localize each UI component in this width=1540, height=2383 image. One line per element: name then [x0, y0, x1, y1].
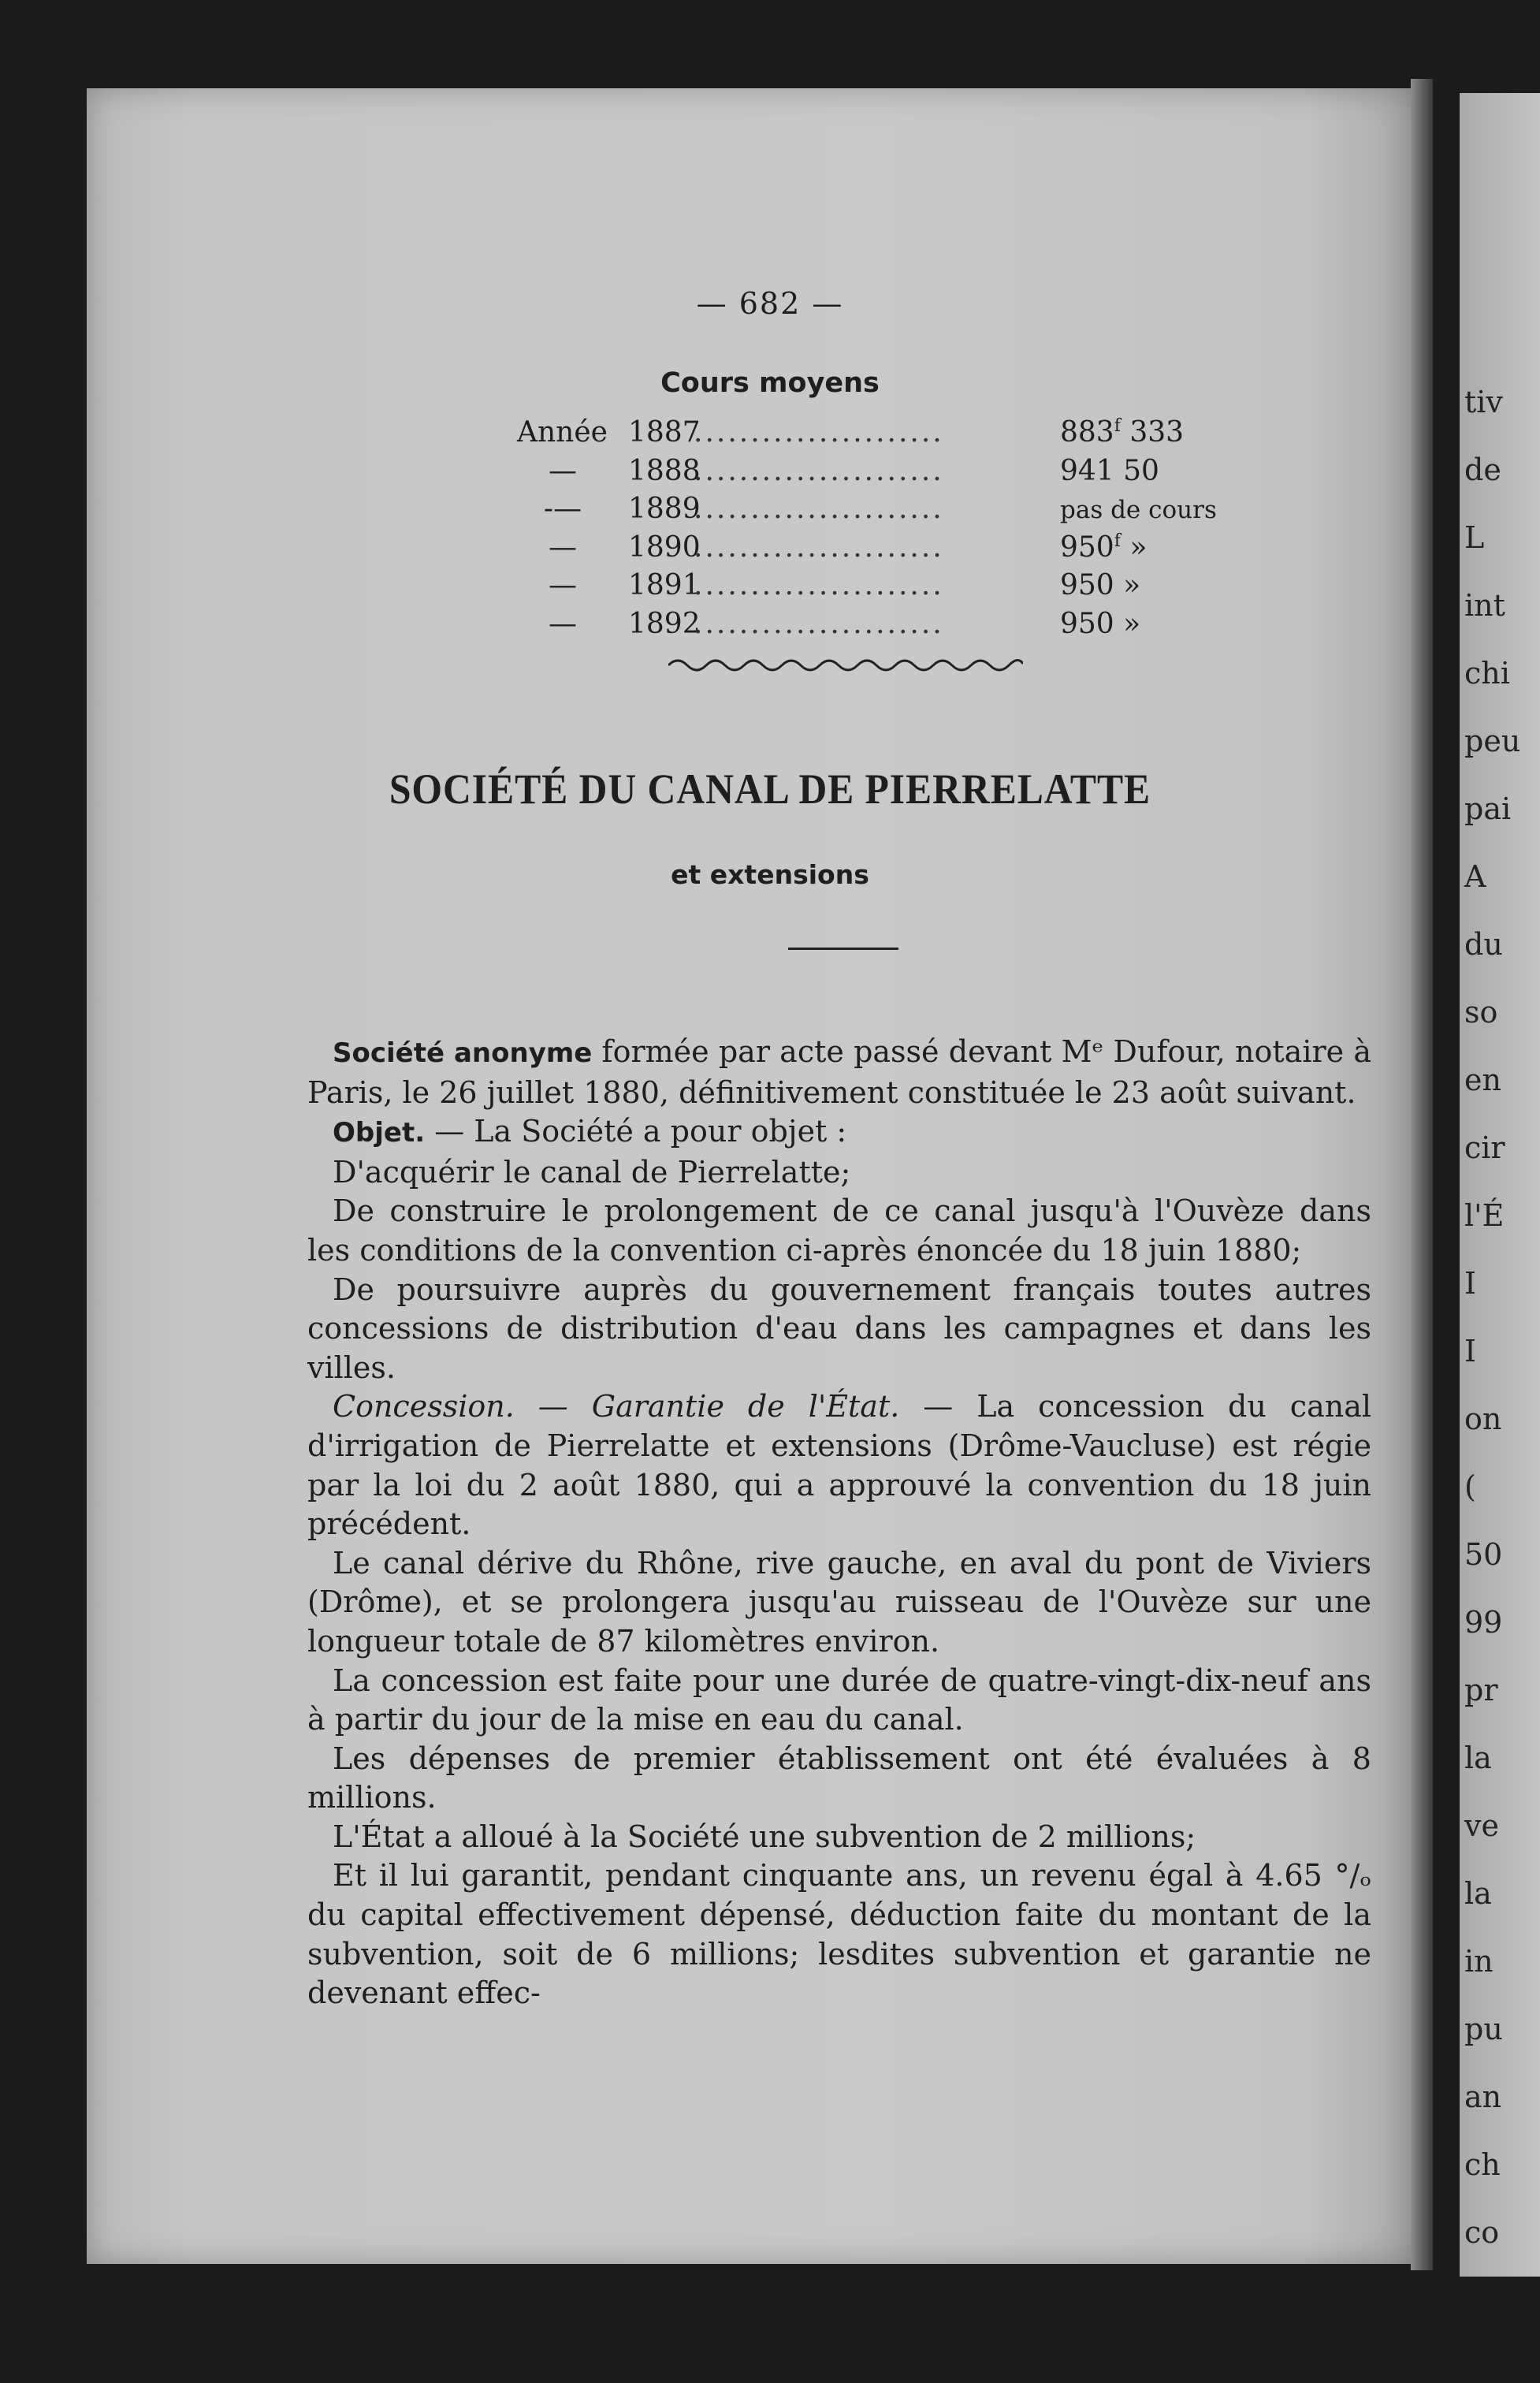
- leader-dots: ......................: [694, 569, 944, 601]
- cours-moyens-title: Cours moyens: [660, 367, 880, 399]
- rate-year: 1891: [628, 569, 701, 601]
- adjacent-page-edge: [1460, 93, 1540, 2277]
- paragraph-lead: Concession. — Garantie de l'État.: [333, 1389, 900, 1424]
- section-rule: [788, 948, 898, 950]
- paragraph-text: — La Société a pour objet :: [425, 1114, 847, 1149]
- paragraph-lead: Société anonyme: [333, 1037, 593, 1069]
- rate-year: 1892: [628, 607, 701, 640]
- adjacent-page-fragment: 50: [1464, 1537, 1503, 1572]
- paragraph-object: [307, 1112, 1371, 1153]
- rate-value: 950 »: [1060, 607, 1141, 640]
- adjacent-page-fragment: I: [1464, 1266, 1477, 1301]
- adjacent-page-fragment: la: [1464, 1876, 1492, 1911]
- company-title: SOCIÉTÉ DU CANAL DE PIERRELATTE: [389, 765, 1151, 813]
- rate-row-lead: —: [549, 569, 577, 601]
- adjacent-page-fragment: la: [1464, 1741, 1492, 1775]
- adjacent-page-fragment: (: [1464, 1469, 1476, 1504]
- adjacent-page-fragment: pu: [1464, 2012, 1503, 2046]
- adjacent-page-fragment: pr: [1464, 1673, 1498, 1707]
- leader-dots: ......................: [694, 607, 944, 640]
- adjacent-page-fragment: int: [1464, 588, 1505, 623]
- adjacent-page-fragment: tiv: [1464, 385, 1503, 419]
- paragraph-object-item-3: De poursuivre auprès du gouvernement français toutes autres concessions de distribution d'eau dans les campagnes et dans les villes.: [307, 1272, 1371, 1385]
- paragraph-lead: Objet.: [333, 1117, 426, 1149]
- rate-row-lead: -—: [543, 493, 582, 525]
- leader-dots: ......................: [694, 531, 944, 564]
- rate-year: 1889: [628, 493, 701, 525]
- adjacent-page-fragment: ch: [1464, 2147, 1501, 2182]
- rate-year: 1890: [628, 531, 701, 564]
- adjacent-page-fragment: an: [1464, 2080, 1502, 2114]
- paragraph-concession: [307, 1387, 1371, 1543]
- adjacent-page-fragment: A: [1464, 859, 1486, 894]
- paragraph-canal-route: Le canal dérive du Rhône, rive gauche, en aval du pont de Viviers (Drôme), et se prolongera jusqu'au ruisseau de l'Ouvèze sur une longueur totale de 87 kilomètres environ.: [307, 1545, 1371, 1659]
- rate-row-lead: —: [549, 607, 577, 640]
- adjacent-page-fragment: pai: [1464, 791, 1512, 826]
- adjacent-page-fragment: en: [1464, 1063, 1501, 1097]
- rate-value: 950 »: [1060, 569, 1141, 601]
- rate-row-lead: —: [549, 531, 577, 564]
- rate-value: 941 50: [1060, 454, 1159, 487]
- adjacent-page-fragment: I: [1464, 1334, 1477, 1368]
- paragraph-object-item-2: De construire le prolongement de ce canal jusqu'à l'Ouvèze dans les conditions de la convention ci-après énoncée du 18 juin 1880;: [307, 1193, 1371, 1268]
- adjacent-page-fragment: co: [1464, 2215, 1500, 2250]
- decorative-flourish: [668, 654, 1023, 678]
- paragraph-subsidy: L'État a alloué à la Société une subvention de 2 millions;: [333, 1819, 1196, 1854]
- rate-value: pas de cours: [1060, 496, 1217, 524]
- paragraph-object-item-1: D'acquérir le canal de Pierrelatte;: [333, 1154, 851, 1190]
- adjacent-page-fragment: de: [1464, 452, 1501, 487]
- adjacent-page-fragment: chi: [1464, 656, 1510, 691]
- adjacent-page-fragment: cir: [1464, 1130, 1505, 1165]
- leader-dots: ......................: [694, 416, 944, 449]
- rate-value: 950$^f$ »: [1060, 531, 1148, 564]
- body-text: [307, 1033, 1371, 2013]
- adjacent-page-fragment: in: [1464, 1944, 1494, 1979]
- paragraph-incorporation: [307, 1033, 1371, 1112]
- adjacent-page-fragment: L: [1464, 520, 1485, 555]
- paragraph-expenses: Les dépenses de premier établissement ont été évaluées à 8 millions.: [307, 1741, 1371, 1815]
- rate-year: 1887: [628, 416, 701, 449]
- rate-row-lead: —: [549, 454, 577, 487]
- paragraph-guarantee: Et il lui garantit, pendant cinquante ans, un revenu égal à 4.65 °/ₒ du capital effectivement dépensé, déduction faite du montant de la subvention, soit de 6 millions; lesdites subvention et garantie ne devenant effec-: [307, 1858, 1371, 2011]
- paragraph-text: — La concession du canal d'irrigation de Pierrelatte et extensions (Drôme-Vaucluse) est régie par la loi du 2 août 1880, qui a approuvé la convention du 18 juin précédent.: [307, 1389, 1372, 1542]
- adjacent-page-fragment: 99: [1464, 1605, 1503, 1640]
- rate-row-lead: Année: [517, 416, 608, 449]
- book-spine: [1411, 79, 1433, 2270]
- adjacent-page-fragment: peu: [1464, 724, 1521, 758]
- leader-dots: ......................: [694, 493, 944, 525]
- adjacent-page-fragment: so: [1464, 995, 1498, 1030]
- adjacent-page-fragment: du: [1464, 927, 1503, 962]
- paragraph-text: formée par acte passé devant Mᵉ Dufour, notaire à Paris, le 26 juillet 1880, définitivement constituée le 23 août suivant.: [307, 1034, 1371, 1110]
- company-subtitle: et extensions: [671, 859, 869, 890]
- adjacent-page-fragment: l'É: [1464, 1198, 1505, 1233]
- rate-year: 1888: [628, 454, 701, 487]
- leader-dots: ......................: [694, 454, 944, 487]
- paragraph-duration: La concession est faite pour une durée de quatre-vingt-dix-neuf ans à partir du jour de la mise en eau du canal.: [307, 1663, 1371, 1737]
- page-number: — 682 —: [696, 286, 844, 321]
- rate-value: 883$^f$ 333: [1060, 416, 1185, 449]
- adjacent-page-fragment: on: [1464, 1402, 1502, 1436]
- adjacent-page-fragment: ve: [1464, 1808, 1499, 1843]
